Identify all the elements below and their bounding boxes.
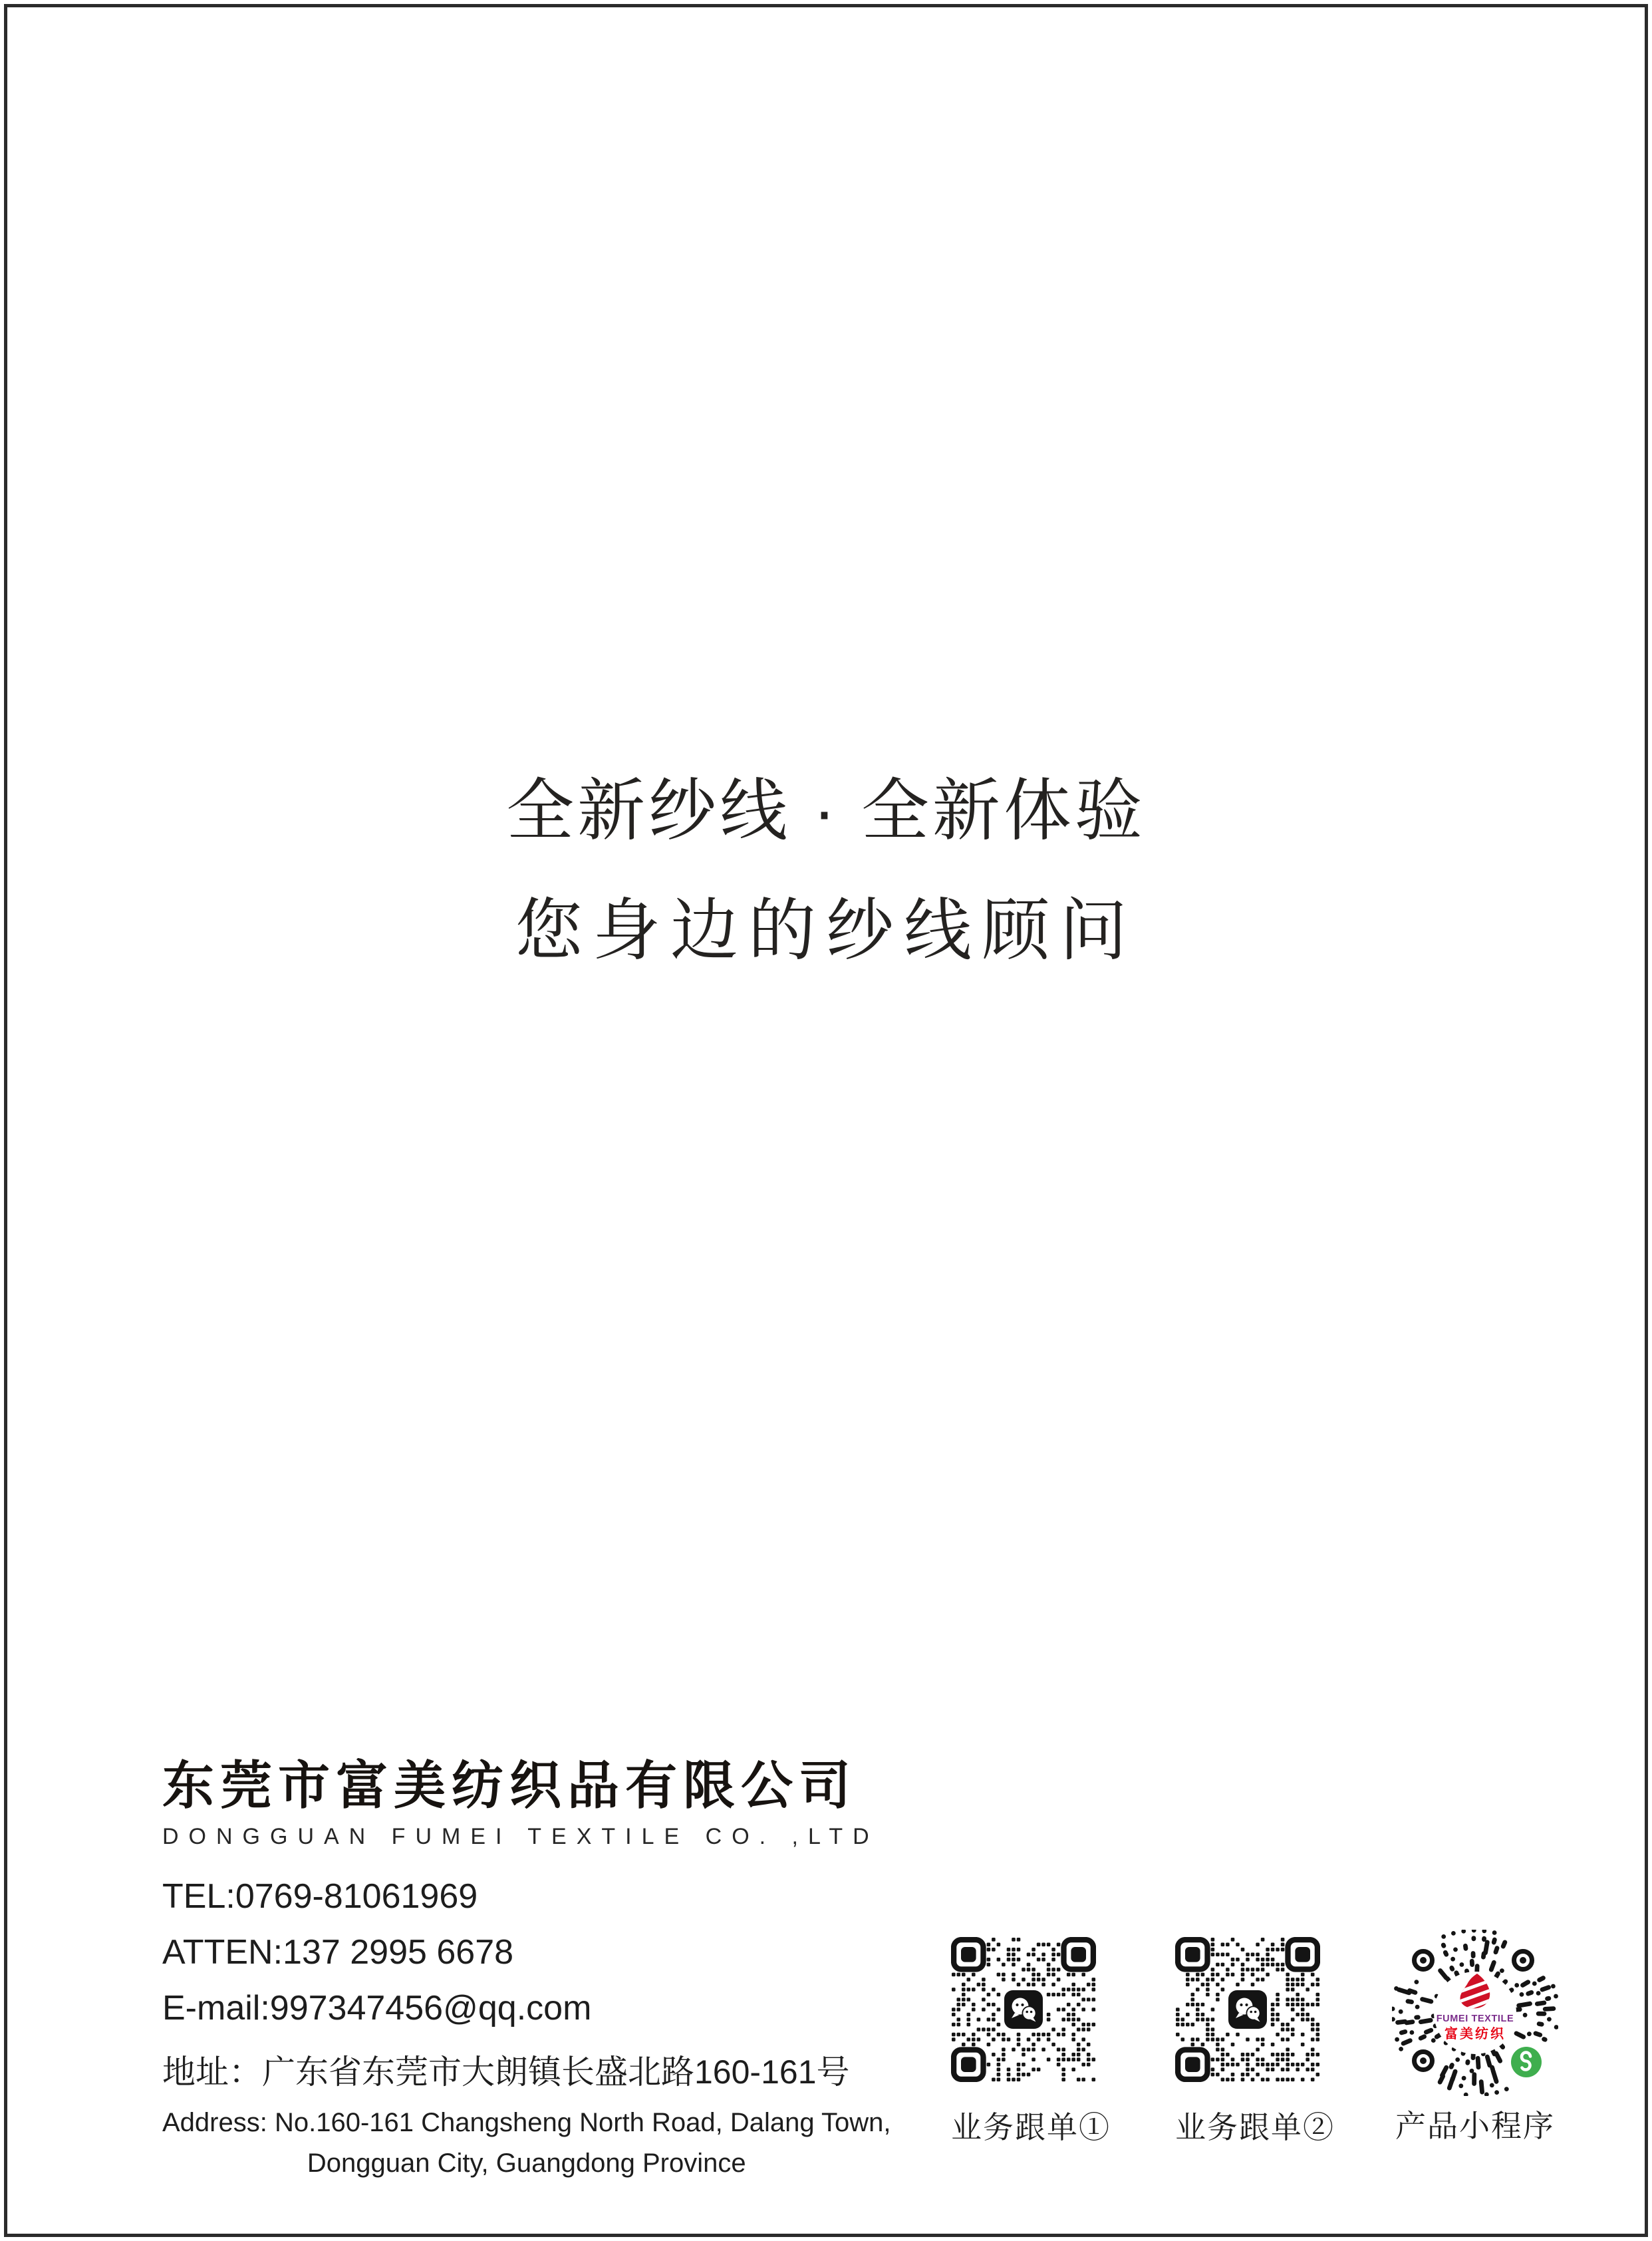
wechat-qr-code-icon [1175, 1937, 1320, 2082]
address-line-en-1: Address: No.160-161 Changsheng North Road, Dalang Town, [162, 2107, 891, 2137]
email-line: E-mail:997347456@qq.com [162, 1988, 592, 2027]
qr-item-followup-1 [951, 1937, 1111, 2147]
slogan-block [0, 773, 1652, 969]
slogan-line-1: 全新纱线 · 全新体验 [506, 773, 1146, 849]
tel-line: TEL:0769-81061969 [162, 1876, 478, 1916]
svg-text:富美纺织: 富美纺织 [1445, 2027, 1506, 2041]
slogan-line-2: 您身边的纱线顾问 [515, 893, 1137, 969]
svg-text:FUMEI TEXTILE: FUMEI TEXTILE [1436, 2014, 1514, 2024]
qr-label-followup-2: 业务跟单② [1175, 2110, 1335, 2145]
address-line-cn: 地址：广东省东莞市大朗镇长盛北路160-161号 [162, 2053, 850, 2091]
atten-line: ATTEN:137 2995 6678 [162, 1932, 514, 1972]
address-line-en-2: Dongguan City, Guangdong Province [307, 2148, 746, 2178]
qr-item-miniprogram [1392, 1930, 1558, 2146]
company-info-block [162, 1756, 891, 2178]
company-name-cn: 东莞市富美纺织品有限公司 [162, 1756, 857, 1815]
qr-item-followup-2 [1175, 1937, 1335, 2147]
qr-label-followup-1: 业务跟单① [951, 2110, 1111, 2145]
company-name-en: DONGGUAN FUMEI TEXTILE CO. ,LTD [162, 1823, 879, 1849]
wechat-qr-code-icon [951, 1937, 1096, 2082]
miniprogram-code-icon [1392, 1930, 1558, 2096]
qr-label-miniprogram: 产品小程序 [1395, 2109, 1555, 2143]
address-en-block [162, 2108, 891, 2178]
